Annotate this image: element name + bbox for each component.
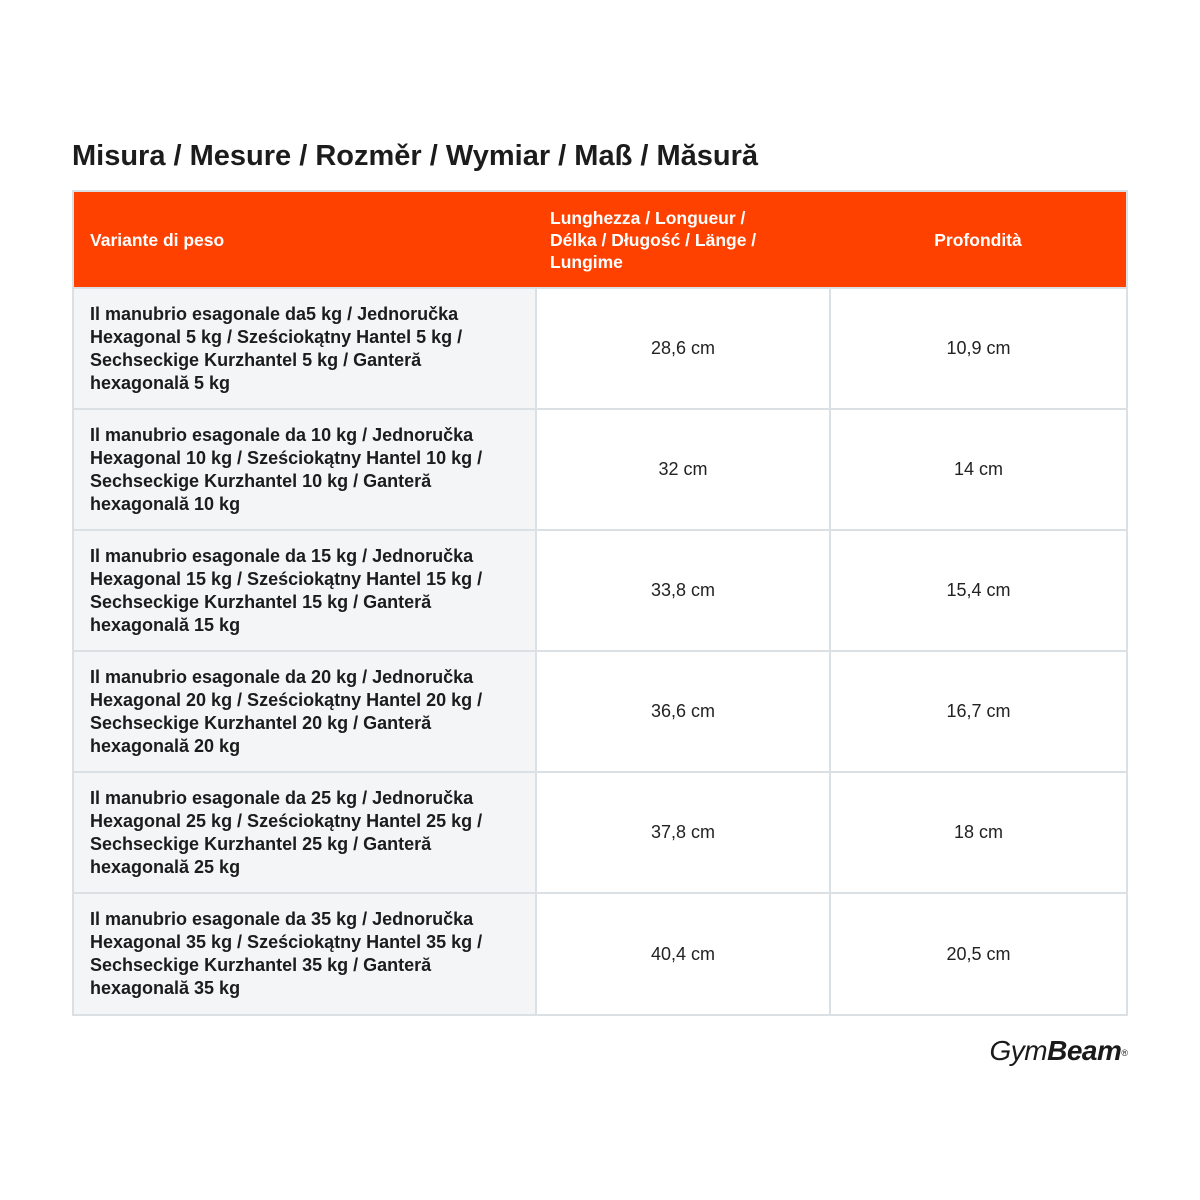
variant-cell: Il manubrio esagonale da 20 kg / Jednoručka Hexagonal 20 kg / Sześciokątny Hantel 20 kg / Sechseckige Kurzhantel 20 kg / Ganteră hexagonală 20 kg: [74, 651, 536, 772]
variant-cell: Il manubrio esagonale da5 kg / Jednoručka Hexagonal 5 kg / Sześciokątny Hantel 5 kg / Sechseckige Kurzhantel 5 kg / Ganteră hexagonală 5 kg: [74, 288, 536, 409]
depth-cell: 14 cm: [830, 409, 1126, 530]
length-cell: 40,4 cm: [536, 893, 830, 1014]
gymbeam-logo: [989, 1034, 1128, 1068]
table-row: [74, 893, 1126, 1014]
length-cell: 33,8 cm: [536, 530, 830, 651]
table-row: [74, 651, 1126, 772]
depth-cell: 10,9 cm: [830, 288, 1126, 409]
table-header: [74, 192, 1126, 288]
table-header-row: [74, 192, 1126, 288]
variant-cell: Il manubrio esagonale da 25 kg / Jednoručka Hexagonal 25 kg / Sześciokątny Hantel 25 kg / Sechseckige Kurzhantel 25 kg / Ganteră hexagonală 25 kg: [74, 772, 536, 893]
variant-cell: Il manubrio esagonale da 10 kg / Jednoručka Hexagonal 10 kg / Sześciokątny Hantel 10 kg / Sechseckige Kurzhantel 10 kg / Ganteră hexagonală 10 kg: [74, 409, 536, 530]
column-header-length: Lunghezza / Longueur / Délka / Długość / Länge / Lungime: [536, 192, 830, 288]
length-cell: 28,6 cm: [536, 288, 830, 409]
length-cell: 37,8 cm: [536, 772, 830, 893]
length-cell: 32 cm: [536, 409, 830, 530]
depth-cell: 15,4 cm: [830, 530, 1126, 651]
table-row: [74, 409, 1126, 530]
column-header-depth: Profondità: [830, 192, 1126, 288]
logo-text-beam: Beam: [1047, 1035, 1122, 1066]
depth-cell: 18 cm: [830, 772, 1126, 893]
variant-cell: Il manubrio esagonale da 15 kg / Jednoručka Hexagonal 15 kg / Sześciokątny Hantel 15 kg / Sechseckige Kurzhantel 15 kg / Ganteră hexagonală 15 kg: [74, 530, 536, 651]
table-row: [74, 530, 1126, 651]
table-row: [74, 772, 1126, 893]
logo-text-gym: Gym: [989, 1035, 1048, 1066]
variant-cell: Il manubrio esagonale da 35 kg / Jednoručka Hexagonal 35 kg / Sześciokątny Hantel 35 kg / Sechseckige Kurzhantel 35 kg / Ganteră hexagonală 35 kg: [74, 893, 536, 1014]
depth-cell: 20,5 cm: [830, 893, 1126, 1014]
table-row: [74, 288, 1126, 409]
length-cell: 36,6 cm: [536, 651, 830, 772]
size-table: [74, 192, 1126, 1014]
table-body: [74, 288, 1126, 1014]
column-header-variant: Variante di peso: [74, 192, 536, 288]
depth-cell: 16,7 cm: [830, 651, 1126, 772]
registered-mark: ®: [1121, 1048, 1128, 1058]
page-title: Misura / Mesure / Rozměr / Wymiar / Maß / Măsură: [72, 140, 759, 172]
size-table-container: [72, 190, 1128, 1016]
